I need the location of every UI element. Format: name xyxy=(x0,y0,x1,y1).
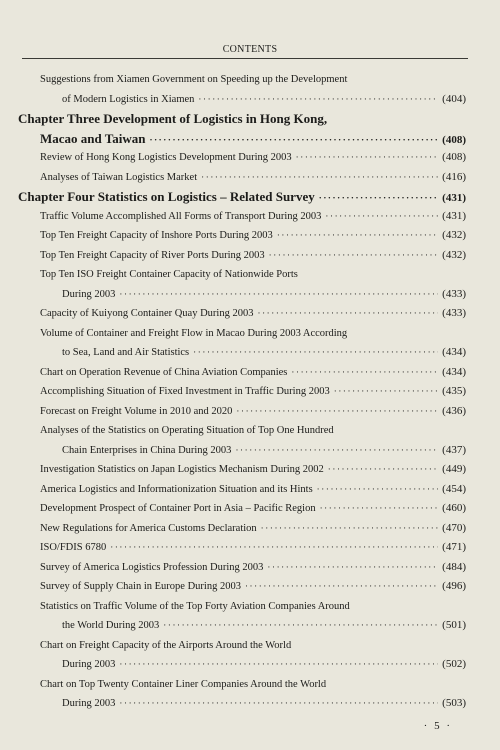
dot-leader xyxy=(269,246,439,266)
toc-chapter-heading xyxy=(18,129,466,149)
toc-entry xyxy=(18,441,466,461)
toc-page-number: (436) xyxy=(442,404,466,417)
toc-entry xyxy=(18,616,466,636)
toc-entry xyxy=(18,480,466,500)
toc-entry-title: Chart on Operation Revenue of China Aviation Companies xyxy=(40,366,288,378)
toc-page-number: (431) xyxy=(442,192,466,204)
toc-entry-title: Forecast on Freight Volume in 2010 and 2020 xyxy=(40,405,233,417)
toc-entry xyxy=(18,519,466,539)
dot-leader xyxy=(296,148,439,168)
toc-entry xyxy=(18,675,466,695)
dot-leader xyxy=(236,402,438,422)
toc-entry xyxy=(18,226,466,246)
toc-entry-title: Top Ten ISO Freight Container Capacity of Nationwide Ports xyxy=(40,269,298,280)
toc-entry xyxy=(18,168,466,188)
toc-entry xyxy=(18,304,466,324)
toc-entry-title: Traffic Volume Accomplished All Forms of Transport During 2003 xyxy=(40,210,322,222)
toc-page-number: (501) xyxy=(442,619,466,631)
toc-page-number: (460) xyxy=(442,502,466,514)
toc-entry xyxy=(18,597,466,617)
dot-leader xyxy=(235,441,438,461)
toc-entry-title: Chapter Three Development of Logistics in Hong Kong, xyxy=(18,111,328,126)
toc-entry-title: Top Ten Freight Capacity of Inshore Ports During 2003 xyxy=(40,230,273,241)
toc-entry xyxy=(18,148,466,168)
toc-entry xyxy=(18,343,466,363)
dot-leader xyxy=(198,90,438,110)
toc-entry xyxy=(18,265,466,285)
toc-entry xyxy=(18,460,466,480)
toc-page-number: (416) xyxy=(442,170,466,183)
toc-entry xyxy=(18,70,466,90)
toc-page-number: (437) xyxy=(442,443,466,456)
toc-entry-title: Chart on Top Twenty Container Liner Companies Around the World xyxy=(40,678,327,690)
dot-leader xyxy=(291,363,438,383)
dot-leader xyxy=(119,655,438,675)
toc-entry xyxy=(18,324,466,344)
toc-page-number: (435) xyxy=(442,385,466,397)
dot-leader xyxy=(201,168,438,188)
dot-leader xyxy=(325,207,438,227)
dot-leader xyxy=(267,558,438,578)
toc-page-number: (408) xyxy=(442,133,466,146)
toc-entry-title: of Modern Logistics in Xiamen xyxy=(62,93,195,105)
toc-entry xyxy=(18,577,466,597)
toc-entry-title: Accomplishing Situation of Fixed Investment in Traffic During 2003 xyxy=(40,386,330,397)
toc-page-number: (434) xyxy=(442,346,466,358)
toc-page-number: (484) xyxy=(442,560,466,573)
page-number: · 5 · xyxy=(423,720,452,732)
toc-entry xyxy=(18,499,466,519)
dot-leader xyxy=(163,616,438,636)
dot-leader xyxy=(277,226,438,246)
dot-leader xyxy=(334,382,438,402)
header-rule xyxy=(22,58,468,59)
toc-page-number: (431) xyxy=(442,209,466,222)
toc-page-number: (434) xyxy=(442,365,466,378)
toc-page-number: (496) xyxy=(442,580,466,592)
toc-page-number: (432) xyxy=(442,248,466,261)
toc-entry-title: America Logistics and Informationization Situation and its Hints xyxy=(40,483,313,495)
dot-leader xyxy=(257,304,438,324)
toc-entry-title: Statistics on Traffic Volume of the Top Forty Aviation Companies Around xyxy=(40,600,350,612)
toc-chapter-heading xyxy=(18,187,466,207)
toc-entry-title: the World During 2003 xyxy=(62,620,160,631)
toc-entry xyxy=(18,90,466,110)
toc-entry-title: ISO/FDIS 6780 xyxy=(40,542,107,553)
toc-entry-title: Survey of America Logistics Profession During 2003 xyxy=(40,561,264,573)
toc-entry-title: Review of Hong Kong Logistics Development During 2003 xyxy=(40,152,292,163)
dot-leader xyxy=(317,480,439,500)
toc-entry xyxy=(18,363,466,383)
toc-entry xyxy=(18,538,466,558)
toc-entry-title: During 2003 xyxy=(62,288,116,300)
toc-entry xyxy=(18,246,466,266)
toc-entry-title: to Sea, Land and Air Statistics xyxy=(62,347,190,358)
toc-entry-title: Macao and Taiwan xyxy=(40,130,146,146)
toc-entry xyxy=(18,285,466,305)
toc-entry-title: Chapter Four Statistics on Logistics – Related Survey xyxy=(18,189,315,204)
toc-entry xyxy=(18,207,466,227)
toc-entry xyxy=(18,636,466,656)
toc-entry-title: Suggestions from Xiamen Government on Speeding up the Development xyxy=(40,74,348,85)
toc-entry-title: Investigation Statistics on Japan Logistics Mechanism During 2002 xyxy=(40,464,324,475)
toc-entry-title: Capacity of Kuiyong Container Quay During 2003 xyxy=(40,308,254,319)
toc-entry-title: During 2003 xyxy=(62,659,116,670)
toc-page-number: (471) xyxy=(442,541,466,553)
toc-entry-title: Volume of Container and Freight Flow in Macao During 2003 According xyxy=(40,327,348,339)
toc-entry xyxy=(18,421,466,441)
toc-chapter-heading xyxy=(18,109,466,129)
toc-page-number: (433) xyxy=(442,287,466,300)
toc-entry xyxy=(18,655,466,675)
toc-entry-title: New Regulations for America Customs Declaration xyxy=(40,522,257,534)
toc-entry-title: Chain Enterprises in China During 2003 xyxy=(62,444,232,456)
toc-page-number: (432) xyxy=(442,229,466,241)
running-header: CONTENTS xyxy=(222,44,278,55)
toc-page-number: (502) xyxy=(442,658,466,670)
dot-leader xyxy=(193,343,438,363)
toc-page-number: (433) xyxy=(442,307,466,319)
toc-page-number: (449) xyxy=(442,463,466,475)
toc-entry xyxy=(18,558,466,578)
dot-leader xyxy=(320,499,439,519)
dot-leader xyxy=(119,285,438,305)
toc-entry-title: During 2003 xyxy=(62,698,116,709)
dot-leader xyxy=(110,538,438,558)
dot-leader xyxy=(328,460,438,480)
toc-entry-title: Analyses of the Statistics on Operating Situation of Top One Hundred xyxy=(40,425,334,436)
toc-page-number: (470) xyxy=(442,521,466,534)
table-of-contents xyxy=(18,70,466,714)
toc-entry-title: Survey of Supply Chain in Europe During 2003 xyxy=(40,581,241,592)
toc-entry xyxy=(18,402,466,422)
toc-page-number: (454) xyxy=(442,482,466,495)
toc-entry xyxy=(18,382,466,402)
toc-entry xyxy=(18,694,466,714)
toc-page-number: (404) xyxy=(442,92,466,105)
toc-entry-title: Chart on Freight Capacity of the Airports Around the World xyxy=(40,639,292,651)
toc-page-number: (408) xyxy=(442,151,466,163)
dot-leader xyxy=(119,694,438,714)
toc-entry-title: Top Ten Freight Capacity of River Ports During 2003 xyxy=(40,249,265,261)
dot-leader xyxy=(245,577,438,597)
dot-leader xyxy=(261,519,439,539)
toc-entry-title: Analyses of Taiwan Logistics Market xyxy=(40,171,198,183)
toc-entry-title: Development Prospect of Container Port in Asia – Pacific Region xyxy=(40,503,316,514)
toc-page-number: (503) xyxy=(442,697,466,709)
